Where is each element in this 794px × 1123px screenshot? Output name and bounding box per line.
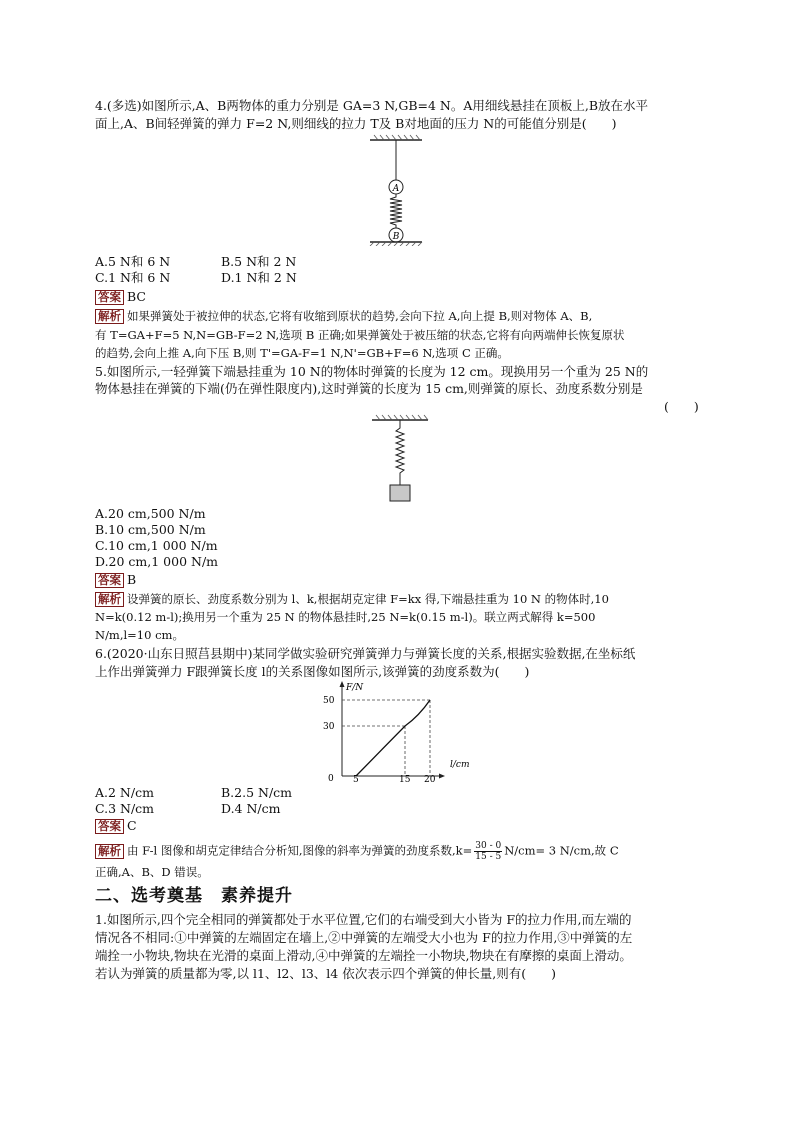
q5-figure [370,414,430,504]
q6-y-tick-50: 50 [323,696,335,706]
q6-option-c: C.3 N/cm [95,801,155,816]
q4-option-b: B.5 N和 2 N [221,254,297,269]
q4-answer-row [95,289,146,305]
q4-option-d: D.1 N和 2 N [221,270,297,285]
q6-explanation-line1: 解析 由 F-l 图像和胡克定律结合分析知,图像的斜率为弹簧的劲度系数,k= $\frac{30 - 0}{15 - 5}$ N/cm= 3 N/cm,故 C [95,841,619,862]
q6-stem-line1: 6.(2020·山东日照莒县期中)某同学做实验研究弹簧弹力与弹簧长度的关系,根据实验数据,在坐标纸 [95,646,636,661]
q6-answer: C [127,818,137,833]
q4-figure-label-a: A [392,184,400,194]
q5-stem-paren: ( ) [664,399,699,414]
q6-option-a: A.2 N/cm [95,785,154,800]
q5-option-d: D.20 cm,1 000 N/m [95,554,219,569]
q4-stem-line2: 面上,A、B间轻弹簧的弹力 F=2 N,则细线的拉力 T及 B对地面的压力 N的可能值分别是( ) [95,116,617,131]
q5-answer-row [95,572,136,588]
q6-explanation-line2: 正确,A、B、D 错误。 [95,865,209,879]
q4-answer: BC [127,289,146,304]
q4-explanation-line1: 解析 如果弹簧处于被拉伸的状态,它将有收缩到原状的趋势,会向下拉 A,向上提 B,则对物体 A、B, [95,308,592,324]
s2q1-line1: 1.如图所示,四个完全相同的弹簧都处于水平位置,它们的右端受到大小皆为 F的拉力作用,而左端的 [95,912,632,927]
q5-option-c: C.10 cm,1 000 N/m [95,538,218,553]
q4-explanation-tag: 解析 [95,309,124,324]
q5-explanation-line2: N=k(0.12 m-l);换用另一个重为 25 N 的物体悬挂时,25 N=k(0.15 m-l)。联立两式解得 k=500 [95,610,596,624]
q6-answer-row [95,818,137,834]
q6-explanation-tag: 解析 [95,844,124,859]
q5-explanation-line3: N/m,l=10 cm。 [95,628,184,642]
q5-answer-tag: 答案 [95,573,124,588]
q6-x-tick-20: 20 [424,775,436,784]
q5-option-b: B.10 cm,500 N/m [95,522,206,537]
q6-option-b: B.2.5 N/cm [221,785,293,800]
q4-answer-tag: 答案 [95,290,124,305]
section-2-title: 二、选考奠基 素养提升 [95,886,293,906]
q6-fraction: $\frac{30 - 0}{15 - 5}$ [475,841,502,862]
q5-option-a: A.20 cm,500 N/m [95,506,206,521]
s2q1-line3: 端拴一小物块,物块在光滑的桌面上滑动,④中弹簧的左端拴一小物块,物块在有摩擦的桌面上滑动。 [95,948,632,963]
q4-explanation-line3: 的趋势,会向上推 A,向下压 B,则 T'=GA-F=1 N,N'=GB+F=6 N,选项 C 正确。 [95,346,509,360]
q6-y-axis-label: F/N [346,683,364,693]
q6-x-tick-15: 15 [399,775,411,784]
q6-x-axis-label: l/cm [450,760,470,770]
q6-y-tick-30: 30 [323,722,335,732]
s2q1-line2: 情况各不相同:①中弹簧的左端固定在墙上,②中弹簧的左端受大小也为 F的拉力作用,③中弹簧的左 [95,930,633,945]
q5-answer: B [127,572,137,587]
q4-figure-label-b: B [392,232,400,242]
q5-explanation-line1: 解析 设弹簧的原长、劲度系数分别为 l、k,根据胡克定律 F=kx 得,下端悬挂重为 10 N 的物体时,10 [95,591,609,607]
q6-graph [320,680,480,784]
s2q1-line4: 若认为弹簧的质量都为零,以 l1、l2、l3、l4 依次表示四个弹簧的伸长量,则有( ) [95,966,556,981]
q6-answer-tag: 答案 [95,819,124,834]
q4-option-a: A.5 N和 6 N [95,254,171,269]
q4-option-c: C.1 N和 6 N [95,270,171,285]
q6-graph-line [356,700,430,776]
q5-stem-line1: 5.如图所示,一轻弹簧下端悬挂重为 10 N的物体时弹簧的长度为 12 cm。现换用另一个重为 25 N的 [95,364,649,379]
q4-stem-line1: 4.(多选)如图所示,A、B两物体的重力分别是 GA=3 N,GB=4 N。A用细线悬挂在顶板上,B放在水平 [95,98,649,113]
q5-explanation-tag: 解析 [95,592,124,607]
q5-stem-line2: 物体悬挂在弹簧的下端(仍在弹性限度内),这时弹簧的长度为 15 cm,则弹簧的原长、劲度系数分别是 [95,381,643,396]
q6-option-d: D.4 N/cm [221,801,281,816]
q6-x-tick-5: 5 [353,775,359,784]
q6-stem-line2: 上作出弹簧弹力 F跟弹簧长度 l的关系图像如图所示,该弹簧的劲度系数为( ) [95,664,530,679]
q6-origin-label: 0 [328,774,334,784]
q4-figure [366,134,426,246]
q4-explanation-line2: 有 T=GA+F=5 N,N=GB-F=2 N,选项 B 正确;如果弹簧处于被压缩的状态,它将有向两端伸长恢复原状 [95,328,625,342]
